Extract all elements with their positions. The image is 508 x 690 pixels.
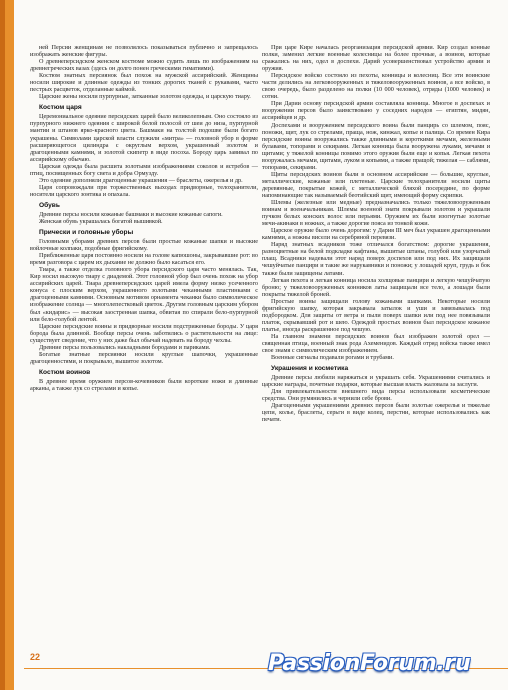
paragraph: Это одеяние дополняли драгоценные украшения — браслеты, ожерелья и др. [39,176,243,184]
paragraph: Наряд знатных всадников тоже отличался богатством: дорогие украшения, разноцветные на белой подкладке кафтаны, вышитые штаны, голубой или узорчатый плащ. Всадники надевали этот наряд поверх доспехов или под них. Их защищали чешуйчатые панцири и такие же нарукавники и поножи; у лошадей круп, грудь и бок также были защищены латами. [262,241,490,277]
stripe-shadow [0,0,5,690]
paragraph: На главном знамени персидских воинов был изображен золотой орел — священная птица, военный знак рода Ахеменидов. Каждый отряд войска также имел свое знамя с символическим изображением. [262,332,490,355]
paragraph: О древнеперсидском женском костюме можно судить лишь по изображениям на древнегреческих вазах (здесь он долго понен греческими гиматиями). [30,58,258,73]
paragraph: Богатые знатные персиянки носили круглые шапочки, украшенные драгоценностями, и покрывало, вышитое золотом. [30,350,258,365]
paragraph: При царе Кире началась реорганизация персидской армии. Кир создал конные полки, заменил легкие военные колесницы на более прочные, а воинов, которые сражались на них, одел в доспехи. Дарий усовершенствовал устройство армии и оружия. [262,44,490,73]
paragraph: Древние персы пользовались накладными бородами и париками. [39,343,211,351]
paragraph: Древние персы носили кожаные башмаки и высокие кожаные сапоги. [39,210,223,218]
paragraph: Головными уборами древних персов были простые кожаные шапки и высокие войлочные колпаки, подобные фригийскому. [30,238,258,253]
paragraph: При Дарии основу персидской армии составляла конница. Многое в доспехах и вооружении персов было заимствовано у соседних народов — египтян, мидян, ассирийцев и др. [262,100,490,122]
paragraph: Костюм знатных персиянок был похож на мужской ассирийский. Женщины носили широкие и длинные одежды из тонких дорогих тканей с рукавами, часто пестрых расцветок, отделанные каймой. [30,72,258,94]
paragraph: Царские жены носили пурпурные, затканные золотом одежды, и царскую тиару. [39,93,251,101]
paragraph: Тиара, а также отделка головного убора персидского царя часто менялась. Так, Кир носил высокую тиару с диадемой. Этот головной убор был очень похож на убор ассирийских царей. Тиара древнеперсидских царей имела форму низко усеченного конуса с плоским верхом, украшенного золотыми чеканными пластинками с драгоценными камнями. Основным мотивом орнамента чеканки было символическое изображение солнца — многолепестковый цветок. Другим головным царским убором был «кидарис» — высокая заостренная шапка, обвитая по спирали бело-пурпурной или бело-голубой лентой. [30,266,258,323]
paragraph: Царские персидские воины и придворные носили подстриженные бороды. У царя борода была длинной. Вообще персы очень заботились о растительности на лице: существует сведение, что у них даже был обычай надевать на бороду чехлы. [30,322,258,344]
paragraph: Женская обувь украшалась богатой вышивкой. [39,217,163,225]
paragraph: Шлемы (железные или медные) предназначались только тяжеловооруженным воинам и военачальникам. Шлемы военной знати покрывали золотом и украшали пучком белых конских волос или перьями. Оружием их были изогнутые золотые мечи-акинаки в ножнах, а также дорогие пояса из тонкой кожи. [262,199,490,228]
watermark-logo: PassionForum.ru [268,651,471,676]
paragraph: В древнее время оружием персов-кочевников были короткие ножи и длинные арканы, а также лук со стрелами и копье. [30,377,258,392]
paragraph: Царя сопровождали при торжественных выходах придворные, телохранители, носители царского зонтика и опахала. [30,183,258,198]
section-heading: Украшения и косметика [271,365,349,373]
page-number: 22 [30,652,41,662]
paragraph: Для привлекательности внешнего вида персы использовали косметические средства. Они румянились и чернили себе брови. [262,388,490,403]
paragraph: Приближенные царя постоянно носили на голове капюшоны, закрывавшие рот: во время разговора с царем их дыхание не должно было касаться его. [30,252,258,267]
paragraph: Простые воины защищали голову кожаными шапками. Некоторые носили фригийскую шапку, которая закрывала затылок и уши и завязывалась под подбородком. Для защиты от ветра и пыли поверх шапки или под нее повязывали платок, скрывавший рот и шею. Одеждой простых воинов был персидское кожаное платье, иногда раскрашенное под чешую. [262,297,490,333]
paragraph: Царская одежда была расшита золотыми изображениями соколов и ястребов — птиц, посвященных богу света и добра Ормузду. [30,162,258,177]
section-heading: Костюм воинов [39,368,91,376]
paragraph: Древние персы любили наряжаться и украшать себя. Украшениями считались и царские награды, почетные подарки, которые высшая власть жаловала за заслуги. [262,374,490,389]
section-heading: Костюм царя [39,104,82,112]
orange-side-stripe [0,0,14,690]
section-heading: Обувь [39,201,60,209]
right-text-column [262,44,490,423]
section-heading: Прически и головные уборы [39,229,134,237]
left-text-column [30,44,258,392]
paragraph: Царское оружие было очень дорогим: у Дария III меч был украшен драгоценными камнями, а ножны висели на серебряной перевязи. [262,227,490,242]
paragraph: ней Персии женщинам не позволялось показываться публично и запрещалось изображать женские фигуры. [30,44,258,59]
paragraph: Щиты персидских воинов были в основном ассирийские — большие, круглые, металлические, кожаные или плетеные. Царские телохранители носили щиты деревянные, покрытые кожей, с металлической бляхой посередине, по форме напоминающие так называемый беотийский щит, имеющий форму скрипки. [262,170,490,199]
paragraph: Военные сигналы подавали рогами и трубами. [271,354,394,362]
paragraph: Драгоценными украшениями древних персов были золотые ожерелья и тяжелые цепи, колье, браслеты, серьги в виде колец, перстни, которые использовались как печати. [262,402,490,424]
paragraph: Доспехами и вооружением персидского воина были панцирь со шлемом, пояс, поножи, щит, лук со стрелами, праща, нож, кинжал, копье и палица. Со времен Кира персидские воины вооружались также длинными и короткими мечами, железными булавами, топорами и секирами. Легкая конница была вооружена луками, мечами и щитами; у тяжелой конницы помимо этого оружия были еще и копья. Легкая пехота вооружалась мечами, щитами, луком и копьями, а также пращой; тяжелая — саблями, топорами, секирами. [262,121,490,171]
paragraph: Персидское войско состояло из пехоты, конницы и колесниц. Все эти воинские части делились на легковооруженных и тяжеловооруженных воинов, а все войско, в свою очередь, было разделено на полки (10 000 человек), отряды (1000 человек) и сотни. [262,72,490,101]
paragraph: Легкая пехота и легкая конница носила холщовые панцири и легкую чешуйчатую броню; у тяжеловооруженных конников латы защищали все тело, а лошади были покрыты тяжелой броней. [262,276,490,298]
paragraph: Церемониальное одеяние персидских царей было великолепным. Оно состояло из пурпурного нижнего одеяния с широкой белой полосой от шеи до низа, пурпурной мантии и штанов ярко-красного цвета. Башмаки на толстой подошве были богато украшены. Символами царской власти служили «митра» — головной убор в форме расширяющегося цилиндра с округлым верхом, украшенный золотом и драгоценными камнями, и золотой скипетр в виде посоха. Бороду царь завивал по ассирийскому обычаю. [30,113,258,163]
